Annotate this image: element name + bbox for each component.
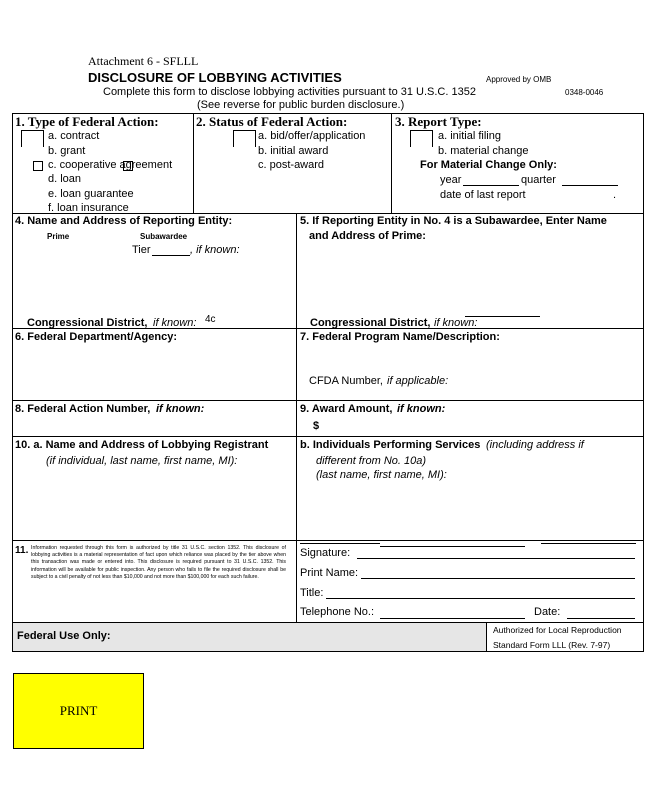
box2-option: b. initial award (258, 145, 329, 157)
cfda-if-applicable: if applicable: (387, 375, 449, 387)
date-field[interactable] (567, 618, 635, 619)
tier-if-known: , if known: (190, 244, 240, 256)
tier-label: Tier (132, 244, 151, 256)
box5-title-2: and Address of Prime: (309, 230, 426, 242)
print-name-field[interactable] (361, 578, 635, 579)
col-sep (486, 622, 487, 651)
box10a-sub: (if individual, last name, first name, MI): (46, 455, 238, 467)
print-button[interactable] (13, 673, 144, 749)
box11-text: Information requested through this form is authorized by title 31 U.S.C. section 1352. This disclosure of lobbying activities is a material representation of fact upon which reliance was placed by the tier above when this transaction was made or entered into. This disclosure is required pursuant to 31 U.S.C. 1352. This information will be available for public inspection. Any person who fails to file the required disclosure shall be subject to a civil penalty of not less than $10,000 and not more than $100,000 for each such failure. (31, 545, 286, 580)
federal-use-label: Federal Use Only: (17, 630, 111, 642)
district-value: 4c (205, 314, 216, 325)
box10a-title: 10. a. Name and Address of Lobbying Registrant (15, 439, 269, 451)
box7-title: 7. Federal Program Name/Description: (300, 331, 500, 343)
cfda-label: CFDA Number, (309, 375, 383, 387)
box5-title: 5. If Reporting Entity in No. 4 is a Subawardee, Enter Name (300, 215, 607, 227)
box9-if-known: if known: (397, 403, 446, 415)
if-known-label: if known: (434, 317, 478, 329)
box2-bracket (233, 130, 255, 131)
sig-line-top (380, 546, 525, 547)
print-button-label: PRINT (59, 703, 98, 718)
border-right (643, 113, 644, 651)
date-last-report-label: date of last report (440, 189, 526, 201)
title-field[interactable] (326, 598, 635, 599)
box1-title: 1. Type of Federal Action: (15, 114, 159, 129)
signature-field[interactable] (357, 558, 635, 559)
box3-bracket (410, 130, 432, 131)
box2-bracket (233, 130, 234, 147)
box9-title: 9. Award Amount, (300, 403, 393, 415)
border-left (12, 113, 13, 651)
box1-option: a. contract (48, 130, 100, 142)
border-bottom (12, 651, 644, 652)
print-name-label: Print Name: (300, 567, 359, 579)
box8-if-known: if known: (156, 403, 205, 415)
box1-bracket (21, 130, 22, 147)
material-change-label: For Material Change Only: (420, 159, 557, 171)
year-label: year (440, 174, 462, 186)
box3-title: 3. Report Type: (395, 114, 482, 129)
box1-bracket (21, 130, 43, 131)
standard-form-label: Standard Form LLL (Rev. 7-97) (493, 640, 611, 650)
box10b-title: b. Individuals Performing Services (300, 439, 481, 451)
if-known-label: if known: (153, 317, 197, 329)
telephone-label: Telephone No.: (300, 606, 374, 618)
row-sep (12, 540, 644, 541)
box3-option: a. initial filing (438, 130, 501, 142)
box1-option: f. loan insurance (48, 202, 129, 214)
authorized-label: Authorized for Local Reproduction (493, 625, 622, 635)
telephone-field[interactable] (380, 618, 525, 619)
quarter-field[interactable] (562, 185, 618, 186)
omb-approval: Approved by OMB (486, 75, 552, 84)
checkbox[interactable] (123, 161, 133, 171)
box8-title: 8. Federal Action Number, (15, 403, 151, 415)
form-title: DISCLOSURE OF LOBBYING ACTIVITIES (88, 70, 342, 85)
omb-number: 0348-0046 (565, 88, 604, 97)
dollar-sign: $ (313, 420, 320, 432)
period-mark: . (613, 189, 617, 201)
tier-field[interactable] (152, 255, 190, 256)
box2-option: c. post-award (258, 159, 325, 171)
row-sep (12, 400, 644, 401)
attachment-label: Attachment 6 - SFLLL (88, 54, 199, 68)
col-sep (296, 213, 297, 622)
box10b-sub2: (last name, first name, MI): (316, 469, 447, 481)
title-label: Title: (300, 587, 324, 599)
checkbox[interactable] (33, 161, 43, 171)
box3-option: b. material change (438, 145, 529, 157)
year-field[interactable] (463, 185, 519, 186)
box1-option: d. loan (48, 173, 82, 185)
box10b-sub1: different from No. 10a) (316, 455, 427, 467)
row-sep (12, 436, 644, 437)
box1-option: b. grant (48, 145, 86, 157)
congressional-district-label: Congressional District, (27, 317, 148, 329)
date-label: Date: (534, 606, 561, 618)
box2-title: 2. Status of Federal Action: (196, 114, 348, 129)
box3-bracket (432, 130, 433, 147)
box6-title: 6. Federal Department/Agency: (15, 331, 177, 343)
quarter-label: quarter (521, 174, 556, 186)
box2-option: a. bid/offer/application (258, 130, 366, 142)
box1-bracket (43, 130, 44, 147)
subawardee-label: Subawardee (140, 232, 188, 241)
box1-option: e. loan guarantee (48, 188, 134, 200)
col-sep (193, 113, 194, 213)
box4-title: 4. Name and Address of Reporting Entity: (15, 215, 233, 227)
prime-label: Prime (47, 232, 70, 241)
col-sep (391, 113, 392, 213)
box3-bracket (410, 130, 411, 147)
signature-label: Signature: (300, 547, 351, 559)
reverse-note: (See reverse for public burden disclosure.) (197, 99, 405, 111)
congressional-district-label: Congressional District, (310, 317, 431, 329)
box2-bracket (255, 130, 256, 147)
instruction-text: Complete this form to disclose lobbying activities pursuant to 31 U.S.C. 1352 (103, 86, 476, 98)
sig-line-top (300, 543, 380, 544)
box10b-title-ital: (including address if (486, 439, 584, 451)
box1-option: c. cooperative agreement (48, 159, 173, 171)
box11-num: 11. (15, 545, 29, 556)
sig-line-top (541, 543, 636, 544)
